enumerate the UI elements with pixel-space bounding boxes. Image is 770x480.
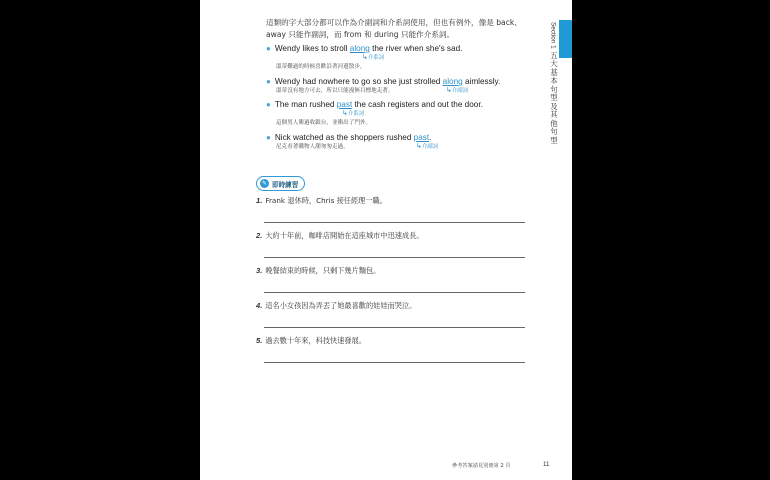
example-sentence: ● The man rushed past the cash registers and out the door. bbox=[266, 100, 483, 109]
example-item bbox=[266, 100, 536, 126]
bullet-icon: ● bbox=[266, 44, 271, 53]
highlighted-word: past bbox=[336, 100, 353, 109]
practice-badge: ✎ 即時練習 bbox=[256, 176, 305, 191]
section-number: Section 1 bbox=[549, 22, 557, 49]
section-title: 五大基本句型及其他句型 bbox=[550, 50, 558, 145]
example-item bbox=[266, 133, 536, 150]
example-item bbox=[266, 44, 536, 70]
example-translation: 尼克看著購物人潮匆匆走過。 bbox=[276, 144, 349, 150]
example-sentence: ● Nick watched as the shoppers rushed past. bbox=[266, 133, 432, 142]
bullet-icon: ● bbox=[266, 133, 271, 142]
answer-line[interactable] bbox=[264, 292, 525, 293]
question-item: 2. 大約十年前，咖啡店開始在這座城市中迅速成長。 bbox=[256, 231, 424, 240]
section-heading bbox=[548, 22, 560, 145]
example-translation: 溫蒂難過的時候喜歡沿著河邊散步。 bbox=[276, 64, 366, 70]
annotation-label: ↳介副詞 bbox=[416, 142, 439, 150]
arrow-icon: ↳ bbox=[362, 53, 368, 61]
annotation-label: ↳介系詞 bbox=[342, 109, 365, 117]
example-sentence: ● Wendy likes to stroll along the river when she's sad. bbox=[266, 44, 463, 53]
highlighted-word: past bbox=[413, 133, 430, 142]
example-translation: 這個男人衝過收銀台，並衝出了門外。 bbox=[276, 120, 372, 126]
arrow-icon: ↳ bbox=[446, 86, 452, 94]
pencil-icon: ✎ bbox=[261, 180, 268, 187]
question-item: 5. 過去數十年來，科技快速發展。 bbox=[256, 336, 366, 345]
bullet-icon: ● bbox=[266, 100, 271, 109]
intro-paragraph: 這類的字大部分都可以作為介副詞和介系詞使用，但也有例外，像是 back、away 只能作副詞，而 from 和 during 只能作介系詞。 bbox=[266, 18, 522, 39]
example-item bbox=[266, 77, 536, 94]
question-item: 3. 晚餐結束的時候，只剩下幾片麵包。 bbox=[256, 266, 381, 275]
answer-line[interactable] bbox=[264, 257, 525, 258]
section-tab bbox=[559, 20, 572, 58]
page-number: 11 bbox=[543, 461, 550, 468]
example-translation: 溫蒂沒有地方可去，所以只能漫無目標地走著。 bbox=[276, 88, 394, 94]
answer-line[interactable] bbox=[264, 362, 525, 363]
highlighted-word: along bbox=[442, 77, 463, 86]
question-item: 4. 這名小女孩因為弄丟了她最喜歡的娃娃而哭泣。 bbox=[256, 301, 417, 310]
arrow-icon: ↳ bbox=[342, 109, 348, 117]
answer-line[interactable] bbox=[264, 222, 525, 223]
book-page bbox=[200, 0, 572, 480]
annotation-label: ↳介副詞 bbox=[446, 86, 469, 94]
example-sentence: ● Wendy had nowhere to go so she just strolled along aimlessly. bbox=[266, 77, 501, 86]
annotation-label: ↳介系詞 bbox=[362, 53, 385, 61]
arrow-icon: ↳ bbox=[416, 142, 422, 150]
answer-line[interactable] bbox=[264, 327, 525, 328]
bullet-icon: ● bbox=[266, 77, 271, 86]
question-item: 1. Frank 退休時，Chris 接任經理一職。 bbox=[256, 196, 387, 205]
answer-reference: 參考答案請見別冊第 2 頁 bbox=[452, 463, 511, 469]
highlighted-word: along bbox=[349, 44, 370, 53]
